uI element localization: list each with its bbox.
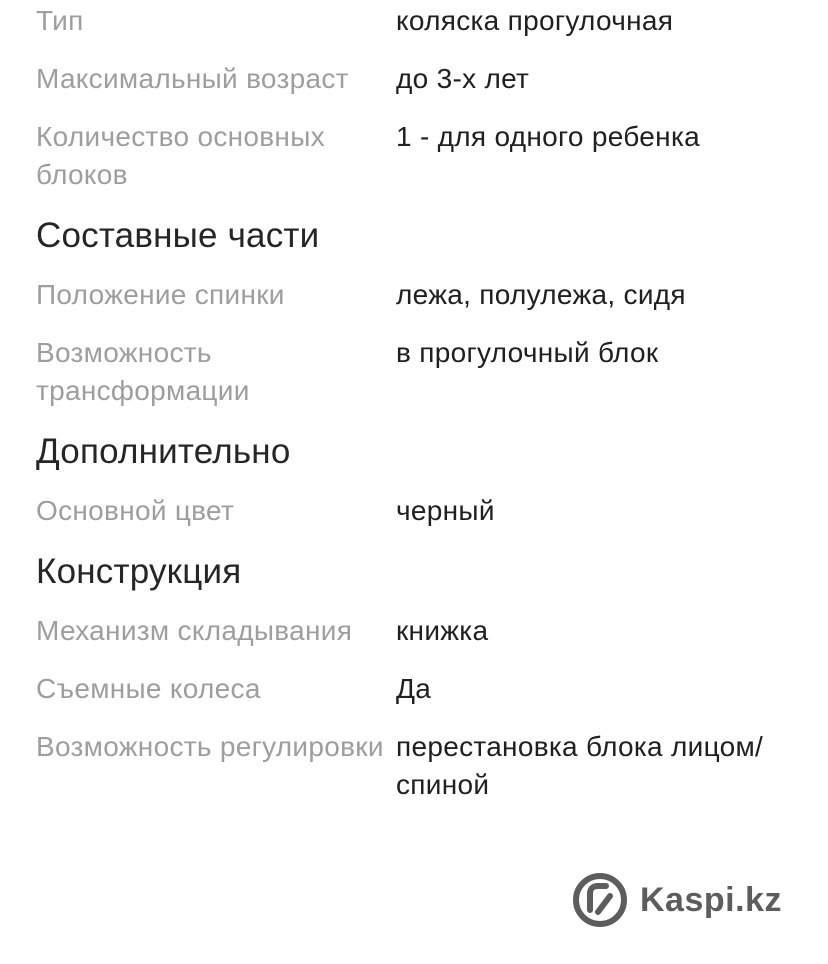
- spec-value: коляска прогулочная: [396, 5, 674, 36]
- spec-row-folding: [36, 612, 796, 650]
- spec-row-removable-wheels: [36, 670, 796, 708]
- spec-value: черный: [396, 495, 495, 526]
- section-title-construction: Конструкция: [36, 552, 242, 591]
- spec-row-transformation: [36, 334, 796, 410]
- spec-label: Количество основных блоков: [36, 121, 325, 190]
- spec-label: Основной цвет: [36, 495, 235, 526]
- spec-label: Тип: [36, 5, 84, 36]
- kaspi-watermark-text: Kaspi.kz: [640, 880, 782, 919]
- spec-row-color: [36, 492, 796, 530]
- spec-label: Механизм складывания: [36, 615, 353, 646]
- spec-value: лежа, полулежа, сидя: [396, 279, 686, 310]
- spec-row-type: [36, 2, 796, 40]
- spec-value: Да: [396, 673, 432, 704]
- kaspi-logo-icon: [572, 872, 628, 928]
- kaspi-watermark: [572, 872, 782, 928]
- section-title-components: Составные части: [36, 216, 320, 255]
- spec-row-max-age: [36, 60, 796, 98]
- spec-value: 1 - для одного ребенка: [396, 121, 700, 152]
- spec-row-backrest: [36, 276, 796, 314]
- specifications-list: [36, 0, 796, 824]
- spec-value: в прогулочный блок: [396, 337, 659, 368]
- spec-value: перестановка блока лицом/спиной: [396, 731, 764, 800]
- section-title-additional: Дополнительно: [36, 432, 291, 471]
- spec-row-blocks-count: [36, 118, 796, 194]
- spec-label: Возможность трансформации: [36, 337, 250, 406]
- spec-label: Максимальный возраст: [36, 63, 349, 94]
- spec-value: книжка: [396, 615, 489, 646]
- spec-label: Положение спинки: [36, 279, 285, 310]
- spec-label: Съемные колеса: [36, 673, 261, 704]
- spec-label: Возможность регулировки: [36, 731, 384, 762]
- spec-value: до 3-х лет: [396, 63, 530, 94]
- spec-row-adjustment: [36, 728, 796, 804]
